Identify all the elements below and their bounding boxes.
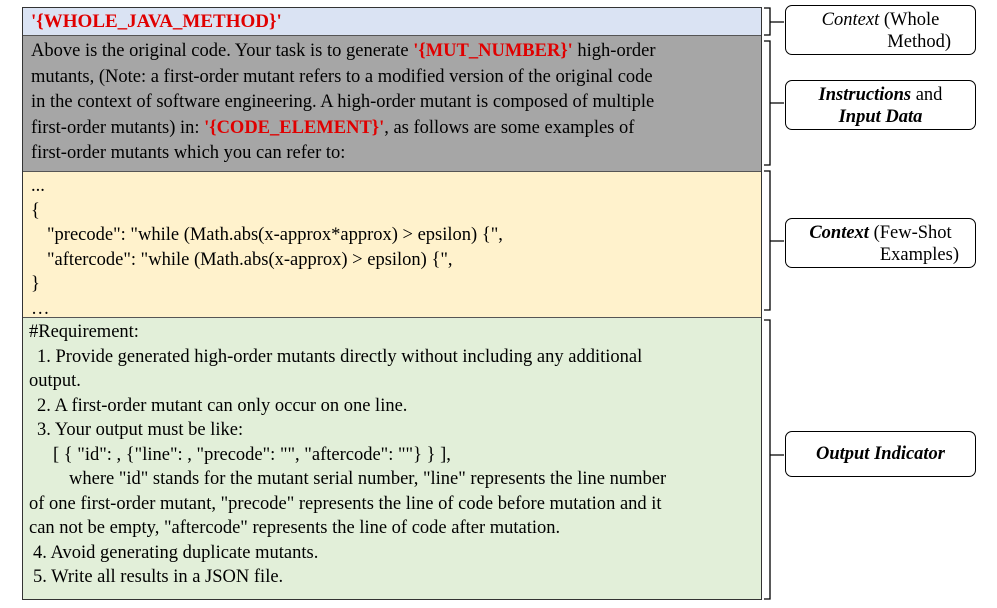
requirement-item: can not be empty, "aftercode" represents the line of code after mutation. bbox=[29, 518, 561, 538]
brace-group bbox=[762, 0, 784, 608]
label-instructions-suffix: and bbox=[911, 85, 943, 105]
instruction-text: first-order mutants) in: bbox=[31, 117, 205, 138]
requirement-item: 3. Your output must be like: bbox=[37, 420, 244, 440]
fewshot-line: ... bbox=[31, 176, 45, 196]
prompt-template bbox=[22, 7, 762, 600]
label-examples-text: Examples) bbox=[879, 245, 959, 265]
label-context-text: Context bbox=[809, 223, 869, 243]
fewshot-line: { bbox=[31, 200, 40, 221]
label-output-indicator-text: Output Indicator bbox=[815, 444, 946, 464]
label-instructions-text: Instructions bbox=[818, 85, 912, 105]
label-context-text: Context bbox=[821, 10, 880, 30]
requirement-item: 5. Write all results in a JSON file. bbox=[33, 567, 284, 587]
code-element-placeholder: '{CODE_ELEMENT}' bbox=[204, 117, 385, 138]
whole-method-placeholder: '{WHOLE_JAVA_METHOD}' bbox=[31, 11, 282, 32]
brace-instructions bbox=[764, 41, 776, 165]
fewshot-precode: "precode": "while (Math.abs(x-approx*approx) > epsilon) {", bbox=[47, 225, 503, 245]
requirement-heading: #Requirement: bbox=[29, 322, 139, 342]
requirement-item: output. bbox=[29, 371, 81, 391]
requirement-item: 1. Provide generated high-order mutants directly without including any additional bbox=[37, 346, 643, 367]
instruction-line-5: first-order mutants which you can refer to: bbox=[31, 143, 346, 163]
brace-connector bbox=[770, 22, 784, 455]
instruction-text: high-order bbox=[572, 41, 656, 61]
mut-number-placeholder: '{MUT_NUMBER}' bbox=[413, 41, 573, 61]
instruction-line-4 bbox=[31, 116, 753, 142]
instruction-line-1 bbox=[31, 39, 753, 65]
requirement-item: [ { "id": , {"line": , "precode": "", "aftercode": ""} } ], bbox=[53, 444, 451, 465]
label-input-data-text: Input Data bbox=[838, 107, 923, 127]
brace-context-fewshot bbox=[764, 171, 776, 310]
whole-method-section bbox=[23, 8, 761, 36]
instruction-line-2: mutants, (Note: a first-order mutant refers to a modified version of the original code bbox=[31, 66, 653, 87]
output-indicator-section bbox=[23, 318, 761, 599]
label-context-suffix: (Whole bbox=[879, 10, 940, 30]
requirement-item: 2. A first-order mutant can only occur on one line. bbox=[37, 395, 408, 416]
brace-output-indicator bbox=[764, 320, 776, 599]
brace-context-method bbox=[764, 8, 770, 35]
label-context-few-shot bbox=[785, 218, 976, 268]
requirement-item: where "id" stands for the mutant serial number, "line" represents the line number bbox=[69, 469, 667, 489]
fewshot-aftercode: "aftercode": "while (Math.abs(x-approx) > epsilon) {", bbox=[47, 249, 453, 270]
label-context-whole-method bbox=[785, 5, 976, 55]
fewshot-line: } bbox=[31, 274, 40, 294]
label-fewshot-suffix: (Few-Shot bbox=[868, 223, 952, 243]
fewshot-line: … bbox=[31, 298, 50, 319]
label-output-indicator bbox=[785, 431, 976, 477]
instruction-line-3: in the context of software engineering. A high-order mutant is composed of multiple bbox=[31, 92, 655, 112]
requirement-item: of one first-order mutant, "precode" represents the line of code before mutation and it bbox=[29, 493, 662, 514]
instruction-text: Above is the original code. Your task is to generate bbox=[31, 41, 414, 61]
instructions-section bbox=[23, 36, 761, 172]
few-shot-section bbox=[23, 172, 761, 318]
requirement-item: 4. Avoid generating duplicate mutants. bbox=[33, 542, 319, 563]
label-instructions-input-data bbox=[785, 80, 976, 130]
label-context-method-text: Method) bbox=[887, 32, 951, 52]
instruction-text: , as follows are some examples of bbox=[384, 117, 635, 138]
